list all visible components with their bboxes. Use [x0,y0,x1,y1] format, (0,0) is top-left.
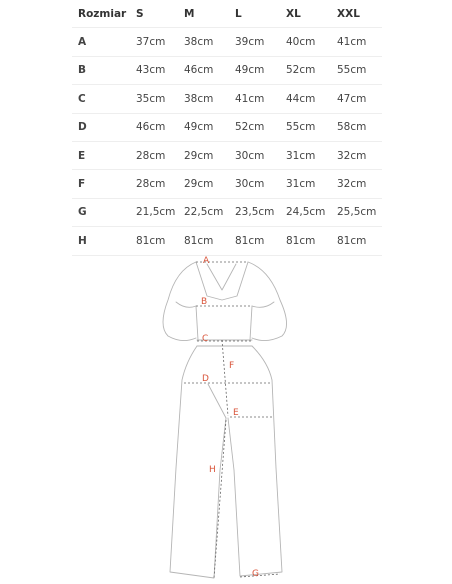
row-label: B [72,56,130,84]
table-cell: 28cm [130,141,178,169]
jumpsuit-outline [163,262,287,578]
table-row [72,56,382,84]
table-cell: 29cm [178,170,229,198]
header-row [72,0,382,28]
diagram-label-a: A [203,256,210,266]
header-cell: L [229,0,280,28]
table-cell: 52cm [229,113,280,141]
table-cell: 35cm [130,85,178,113]
table-cell: 46cm [178,56,229,84]
table-cell: 29cm [178,141,229,169]
table-row [72,85,382,113]
measure-line-h [214,420,226,578]
header-cell: XL [280,0,331,28]
header-cell: Rozmiar [72,0,130,28]
diagram-label-g: G [252,569,259,579]
row-label: E [72,141,130,169]
table-cell: 38cm [178,28,229,56]
diagram-label-d: D [202,374,209,384]
header-cell: M [178,0,229,28]
table-cell: 21,5cm [130,198,178,226]
table-cell: 24,5cm [280,198,331,226]
table-cell: 32cm [331,141,382,169]
row-label: H [72,227,130,255]
table-cell: 41cm [331,28,382,56]
table-cell: 30cm [229,170,280,198]
table-cell: 58cm [331,113,382,141]
table-cell: 30cm [229,141,280,169]
table-cell: 37cm [130,28,178,56]
table-cell: 25,5cm [331,198,382,226]
row-label: G [72,198,130,226]
table-cell: 49cm [178,113,229,141]
table-cell: 46cm [130,113,178,141]
row-label: A [72,28,130,56]
measurement-lines [184,262,280,578]
row-label: D [72,113,130,141]
diagram-label-b: B [201,297,208,307]
measurement-labels [201,256,259,579]
diagram-label-e: E [233,408,239,418]
table-cell: 41cm [229,85,280,113]
table-cell: 32cm [331,170,382,198]
table-cell: 81cm [130,227,178,255]
header-cell: S [130,0,178,28]
table-cell: 22,5cm [178,198,229,226]
table-cell: 28cm [130,170,178,198]
row-label: C [72,85,130,113]
table-cell: 55cm [331,56,382,84]
table-cell: 23,5cm [229,198,280,226]
table-cell: 81cm [331,227,382,255]
table-row [72,141,382,169]
table-cell: 81cm [178,227,229,255]
diagram-label-f: F [229,361,235,371]
size-table [72,0,382,256]
table-row [72,28,382,56]
table-row [72,198,382,226]
row-label: F [72,170,130,198]
table-cell: 39cm [229,28,280,56]
diagram-label-h: H [209,465,216,475]
table-cell: 49cm [229,56,280,84]
table-cell: 43cm [130,56,178,84]
table-cell: 81cm [229,227,280,255]
table-cell: 31cm [280,170,331,198]
table-cell: 52cm [280,56,331,84]
table-cell: 47cm [331,85,382,113]
table-row [72,170,382,198]
table-cell: 44cm [280,85,331,113]
table-row [72,113,382,141]
diagram-label-c: C [202,334,209,344]
table-cell: 81cm [280,227,331,255]
header-cell: XXL [331,0,382,28]
table-cell: 55cm [280,113,331,141]
jumpsuit-diagram [150,250,310,584]
measure-line-f [222,340,228,416]
table-cell: 40cm [280,28,331,56]
table-cell: 31cm [280,141,331,169]
table-cell: 38cm [178,85,229,113]
